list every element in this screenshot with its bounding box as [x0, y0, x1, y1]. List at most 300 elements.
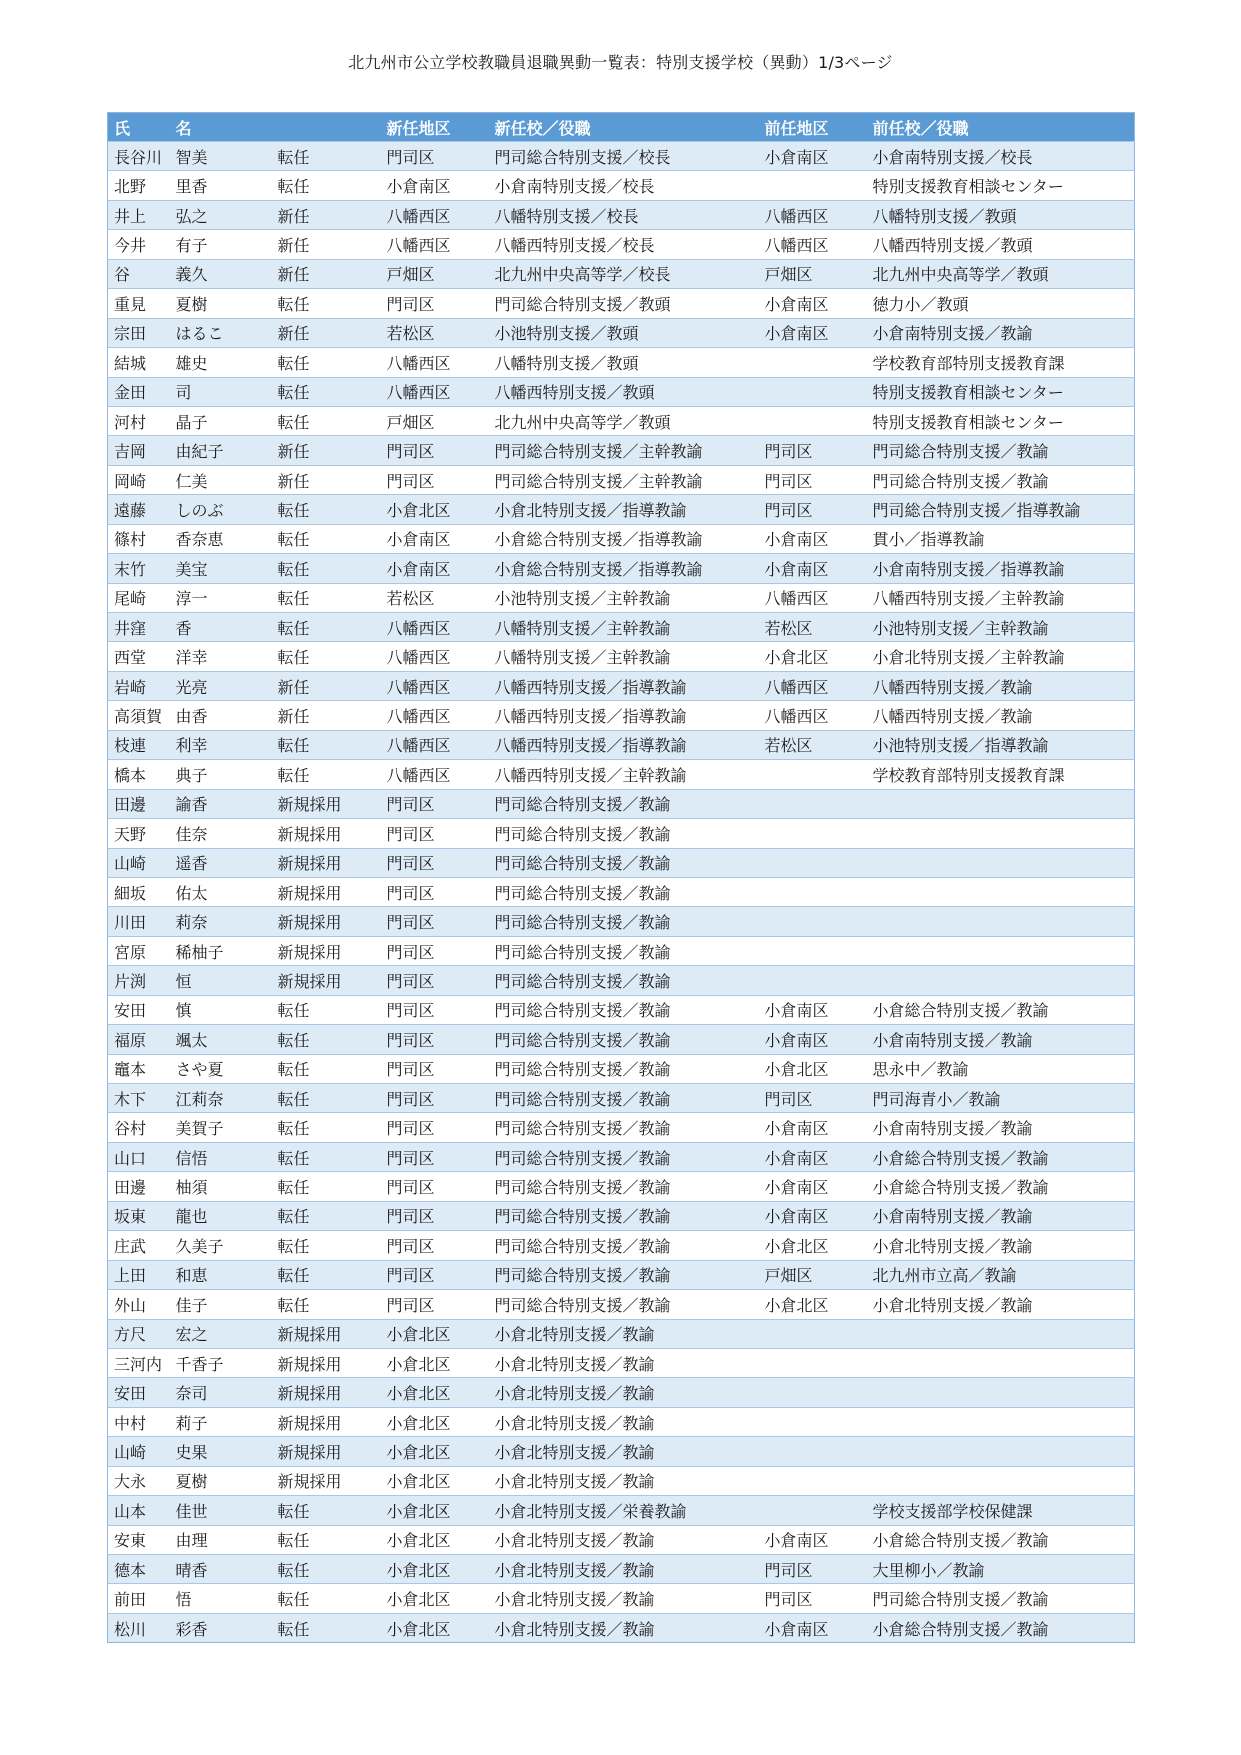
previous-district-cell: 小倉北区 — [759, 1054, 867, 1083]
header-new-district: 新任地区 — [381, 113, 489, 142]
new-post-cell: 門司総合特別支援／教諭 — [489, 907, 759, 936]
new-post-cell: 小倉北特別支援／栄養教諭 — [489, 1496, 759, 1525]
given-name-cell: 莉奈 — [170, 907, 272, 936]
previous-post-cell: 思永中／教諭 — [867, 1054, 1135, 1083]
given-name-cell: 典子 — [170, 760, 272, 789]
new-district-cell: 門司区 — [381, 1260, 489, 1289]
new-district-cell: 門司区 — [381, 848, 489, 877]
transfer-type-cell: 転任 — [272, 1496, 381, 1525]
transfer-type-cell: 新任 — [272, 436, 381, 465]
new-district-cell: 門司区 — [381, 1084, 489, 1113]
new-post-cell: 門司総合特別支援／教諭 — [489, 1113, 759, 1142]
new-district-cell: 小倉南区 — [381, 554, 489, 583]
transfer-type-cell: 新規採用 — [272, 1348, 381, 1377]
new-district-cell: 小倉南区 — [381, 171, 489, 200]
previous-district-cell: 門司区 — [759, 495, 867, 524]
given-name-cell: 諭香 — [170, 789, 272, 818]
new-district-cell: 門司区 — [381, 142, 489, 171]
table-row — [108, 583, 1135, 612]
previous-district-cell: 小倉南区 — [759, 1613, 867, 1642]
new-district-cell: 若松区 — [381, 318, 489, 347]
previous-post-cell: 特別支援教育相談センター — [867, 406, 1135, 435]
previous-post-cell — [867, 819, 1135, 848]
new-post-cell: 門司総合特別支援／教頭 — [489, 289, 759, 318]
family-name-cell: 木下 — [108, 1084, 170, 1113]
given-name-cell: 由理 — [170, 1525, 272, 1554]
transfer-type-cell: 転任 — [272, 995, 381, 1024]
previous-district-cell — [759, 377, 867, 406]
table-row — [108, 554, 1135, 583]
family-name-cell: 方尺 — [108, 1319, 170, 1348]
previous-post-cell: 小倉北特別支援／主幹教諭 — [867, 642, 1135, 671]
family-name-cell: 片渕 — [108, 966, 170, 995]
previous-district-cell — [759, 1466, 867, 1495]
new-district-cell: 小倉北区 — [381, 1584, 489, 1613]
family-name-cell: 安田 — [108, 1378, 170, 1407]
table-row — [108, 789, 1135, 818]
transfer-type-cell: 新任 — [272, 701, 381, 730]
previous-district-cell: 若松区 — [759, 613, 867, 642]
new-post-cell: 門司総合特別支援／教諭 — [489, 1084, 759, 1113]
given-name-cell: 信悟 — [170, 1142, 272, 1171]
previous-district-cell: 小倉北区 — [759, 1290, 867, 1319]
transfer-type-cell: 新任 — [272, 200, 381, 229]
transfer-type-cell: 転任 — [272, 730, 381, 759]
new-post-cell: 門司総合特別支援／教諭 — [489, 1054, 759, 1083]
family-name-cell: 細坂 — [108, 877, 170, 906]
table-row — [108, 406, 1135, 435]
previous-post-cell — [867, 966, 1135, 995]
previous-post-cell: 門司総合特別支援／教諭 — [867, 465, 1135, 494]
table-row — [108, 1290, 1135, 1319]
table-row — [108, 848, 1135, 877]
family-name-cell: 末竹 — [108, 554, 170, 583]
header-family-name: 氏 — [108, 113, 170, 142]
previous-post-cell: 北九州市立高／教諭 — [867, 1260, 1135, 1289]
new-district-cell: 小倉北区 — [381, 1613, 489, 1642]
table-row — [108, 907, 1135, 936]
given-name-cell: 奈司 — [170, 1378, 272, 1407]
previous-district-cell: 小倉南区 — [759, 1525, 867, 1554]
previous-post-cell: 小倉南特別支援／教諭 — [867, 1201, 1135, 1230]
table-row — [108, 1348, 1135, 1377]
family-name-cell: 谷 — [108, 259, 170, 288]
given-name-cell: 利幸 — [170, 730, 272, 759]
new-post-cell: 北九州中央高等学／校長 — [489, 259, 759, 288]
family-name-cell: 井上 — [108, 200, 170, 229]
table-row — [108, 171, 1135, 200]
previous-district-cell: 小倉南区 — [759, 1025, 867, 1054]
table-row — [108, 1555, 1135, 1584]
table-row — [108, 613, 1135, 642]
transfer-type-cell: 転任 — [272, 642, 381, 671]
transfer-type-cell: 転任 — [272, 1525, 381, 1554]
given-name-cell: 恒 — [170, 966, 272, 995]
previous-district-cell: 小倉南区 — [759, 1172, 867, 1201]
new-post-cell: 小倉北特別支援／教諭 — [489, 1378, 759, 1407]
table-row — [108, 1201, 1135, 1230]
table-row — [108, 1584, 1135, 1613]
previous-post-cell: 八幡西特別支援／教諭 — [867, 701, 1135, 730]
table-row — [108, 1172, 1135, 1201]
table-row — [108, 230, 1135, 259]
given-name-cell: 和恵 — [170, 1260, 272, 1289]
new-post-cell: 小倉総合特別支援／指導教諭 — [489, 524, 759, 553]
new-post-cell: 八幡西特別支援／主幹教諭 — [489, 760, 759, 789]
previous-district-cell: 門司区 — [759, 1555, 867, 1584]
given-name-cell: さや夏 — [170, 1054, 272, 1083]
given-name-cell: 彩香 — [170, 1613, 272, 1642]
new-post-cell: 北九州中央高等学／教頭 — [489, 406, 759, 435]
family-name-cell: 高須賀 — [108, 701, 170, 730]
new-post-cell: 八幡西特別支援／指導教諭 — [489, 701, 759, 730]
previous-district-cell — [759, 171, 867, 200]
given-name-cell: 晶子 — [170, 406, 272, 435]
new-district-cell: 小倉北区 — [381, 1466, 489, 1495]
new-post-cell: 門司総合特別支援／主幹教諭 — [489, 465, 759, 494]
previous-post-cell: 小倉南特別支援／教諭 — [867, 318, 1135, 347]
previous-district-cell — [759, 1378, 867, 1407]
given-name-cell: 颯太 — [170, 1025, 272, 1054]
previous-post-cell: 八幡西特別支援／主幹教諭 — [867, 583, 1135, 612]
new-post-cell: 小倉北特別支援／教諭 — [489, 1555, 759, 1584]
table-row — [108, 1437, 1135, 1466]
table-row — [108, 730, 1135, 759]
family-name-cell: 北野 — [108, 171, 170, 200]
previous-district-cell: 小倉南区 — [759, 1201, 867, 1230]
previous-district-cell — [759, 760, 867, 789]
previous-district-cell — [759, 1437, 867, 1466]
new-district-cell: 戸畑区 — [381, 406, 489, 435]
previous-post-cell: 学校支援部学校保健課 — [867, 1496, 1135, 1525]
previous-post-cell: 門司総合特別支援／指導教諭 — [867, 495, 1135, 524]
family-name-cell: 遠藤 — [108, 495, 170, 524]
family-name-cell: 重見 — [108, 289, 170, 318]
new-post-cell: 小倉南特別支援／校長 — [489, 171, 759, 200]
new-post-cell: 小倉北特別支援／教諭 — [489, 1348, 759, 1377]
table-row — [108, 642, 1135, 671]
new-district-cell: 八幡西区 — [381, 701, 489, 730]
transfer-type-cell: 新任 — [272, 465, 381, 494]
new-district-cell: 小倉北区 — [381, 1437, 489, 1466]
family-name-cell: 岩崎 — [108, 671, 170, 700]
new-district-cell: 小倉北区 — [381, 1525, 489, 1554]
new-post-cell: 門司総合特別支援／教諭 — [489, 848, 759, 877]
new-district-cell: 門司区 — [381, 1142, 489, 1171]
new-district-cell: 門司区 — [381, 1113, 489, 1142]
given-name-cell: 宏之 — [170, 1319, 272, 1348]
previous-district-cell: 小倉北区 — [759, 1231, 867, 1260]
table-row — [108, 877, 1135, 906]
previous-district-cell — [759, 848, 867, 877]
previous-district-cell: 八幡西区 — [759, 671, 867, 700]
table-row — [108, 701, 1135, 730]
previous-post-cell: 八幡西特別支援／教諭 — [867, 671, 1135, 700]
new-post-cell: 門司総合特別支援／教諭 — [489, 936, 759, 965]
transfer-type-cell: 転任 — [272, 1201, 381, 1230]
new-post-cell: 小倉北特別支援／教諭 — [489, 1319, 759, 1348]
given-name-cell: 佳奈 — [170, 819, 272, 848]
previous-post-cell: 門司総合特別支援／教諭 — [867, 1584, 1135, 1613]
previous-post-cell — [867, 1348, 1135, 1377]
table-row — [108, 1054, 1135, 1083]
new-district-cell: 門司区 — [381, 289, 489, 318]
given-name-cell: 佑太 — [170, 877, 272, 906]
family-name-cell: 外山 — [108, 1290, 170, 1319]
transfer-type-cell: 新任 — [272, 671, 381, 700]
previous-district-cell: 戸畑区 — [759, 1260, 867, 1289]
previous-district-cell — [759, 406, 867, 435]
family-name-cell: 竈本 — [108, 1054, 170, 1083]
transfer-type-cell: 新規採用 — [272, 819, 381, 848]
previous-post-cell: 小倉南特別支援／校長 — [867, 142, 1135, 171]
family-name-cell: 長谷川 — [108, 142, 170, 171]
new-post-cell: 門司総合特別支援／教諭 — [489, 819, 759, 848]
transfer-type-cell: 転任 — [272, 1142, 381, 1171]
table-row — [108, 1231, 1135, 1260]
new-district-cell: 八幡西区 — [381, 760, 489, 789]
previous-post-cell — [867, 1407, 1135, 1436]
table-row — [108, 348, 1135, 377]
previous-post-cell — [867, 1319, 1135, 1348]
new-district-cell: 門司区 — [381, 1054, 489, 1083]
transfer-type-cell: 新規採用 — [272, 1466, 381, 1495]
family-name-cell: 福原 — [108, 1025, 170, 1054]
given-name-cell: 智美 — [170, 142, 272, 171]
given-name-cell: 由香 — [170, 701, 272, 730]
given-name-cell: 仁美 — [170, 465, 272, 494]
family-name-cell: 岡崎 — [108, 465, 170, 494]
table-row — [108, 200, 1135, 229]
table-row — [108, 1613, 1135, 1642]
transfer-type-cell: 新規採用 — [272, 936, 381, 965]
new-district-cell: 小倉北区 — [381, 1378, 489, 1407]
new-post-cell: 小倉総合特別支援／指導教諭 — [489, 554, 759, 583]
given-name-cell: 司 — [170, 377, 272, 406]
transfer-type-cell: 転任 — [272, 583, 381, 612]
new-district-cell: 小倉北区 — [381, 1407, 489, 1436]
previous-district-cell: 門司区 — [759, 1584, 867, 1613]
new-post-cell: 門司総合特別支援／主幹教諭 — [489, 436, 759, 465]
new-post-cell: 門司総合特別支援／教諭 — [489, 1172, 759, 1201]
given-name-cell: 美賀子 — [170, 1113, 272, 1142]
new-post-cell: 門司総合特別支援／教諭 — [489, 1231, 759, 1260]
family-name-cell: 上田 — [108, 1260, 170, 1289]
table-row — [108, 524, 1135, 553]
new-post-cell: 門司総合特別支援／教諭 — [489, 995, 759, 1024]
given-name-cell: 千香子 — [170, 1348, 272, 1377]
family-name-cell: 尾崎 — [108, 583, 170, 612]
previous-district-cell — [759, 966, 867, 995]
transfer-type-cell: 転任 — [272, 1113, 381, 1142]
family-name-cell: 吉岡 — [108, 436, 170, 465]
new-post-cell: 八幡特別支援／主幹教諭 — [489, 642, 759, 671]
transfer-type-cell: 転任 — [272, 1231, 381, 1260]
given-name-cell: 弘之 — [170, 200, 272, 229]
family-name-cell: 山崎 — [108, 1437, 170, 1466]
previous-district-cell: 小倉南区 — [759, 142, 867, 171]
table-row — [108, 1466, 1135, 1495]
transfer-type-cell: 転任 — [272, 142, 381, 171]
previous-post-cell — [867, 1437, 1135, 1466]
previous-post-cell: 特別支援教育相談センター — [867, 377, 1135, 406]
transfer-type-cell: 転任 — [272, 1054, 381, 1083]
new-post-cell: 小池特別支援／主幹教諭 — [489, 583, 759, 612]
table-row — [108, 1084, 1135, 1113]
previous-post-cell: 貫小／指導教諭 — [867, 524, 1135, 553]
previous-post-cell: 小池特別支援／指導教諭 — [867, 730, 1135, 759]
given-name-cell: 由紀子 — [170, 436, 272, 465]
previous-district-cell: 小倉南区 — [759, 995, 867, 1024]
given-name-cell: 佳世 — [170, 1496, 272, 1525]
transfer-type-cell: 新規採用 — [272, 907, 381, 936]
family-name-cell: 大永 — [108, 1466, 170, 1495]
new-post-cell: 小倉北特別支援／教諭 — [489, 1437, 759, 1466]
previous-district-cell — [759, 936, 867, 965]
given-name-cell: 久美子 — [170, 1231, 272, 1260]
previous-post-cell: 学校教育部特別支援教育課 — [867, 348, 1135, 377]
table-row — [108, 1525, 1135, 1554]
previous-district-cell: 門司区 — [759, 465, 867, 494]
transfer-type-cell: 新規採用 — [272, 789, 381, 818]
family-name-cell: 宮原 — [108, 936, 170, 965]
new-post-cell: 門司総合特別支援／教諭 — [489, 1201, 759, 1230]
family-name-cell: 山口 — [108, 1142, 170, 1171]
family-name-cell: 德本 — [108, 1555, 170, 1584]
new-district-cell: 門司区 — [381, 1290, 489, 1319]
transfer-type-cell: 新規採用 — [272, 1319, 381, 1348]
header-previous-post: 前任校／役職 — [867, 113, 1135, 142]
family-name-cell: 坂東 — [108, 1201, 170, 1230]
table-body — [108, 142, 1135, 1643]
transfer-type-cell: 転任 — [272, 1613, 381, 1642]
transfer-type-cell: 転任 — [272, 289, 381, 318]
transfer-type-cell: 転任 — [272, 760, 381, 789]
previous-post-cell: 大里柳小／教諭 — [867, 1555, 1135, 1584]
new-post-cell: 八幡特別支援／教頭 — [489, 348, 759, 377]
previous-post-cell: 小倉総合特別支援／教諭 — [867, 1525, 1135, 1554]
new-post-cell: 門司総合特別支援／教諭 — [489, 1142, 759, 1171]
family-name-cell: 田邊 — [108, 789, 170, 818]
page-title: 北九州市公立学校教職員退職異動一覧表：特別支援学校（異動）1/3ページ — [348, 53, 893, 72]
new-district-cell: 八幡西区 — [381, 642, 489, 671]
given-name-cell: 夏樹 — [170, 289, 272, 318]
previous-post-cell — [867, 789, 1135, 818]
new-post-cell: 門司総合特別支援／教諭 — [489, 1290, 759, 1319]
new-district-cell: 小倉北区 — [381, 1348, 489, 1377]
transfer-table — [107, 112, 1135, 1643]
table-row — [108, 966, 1135, 995]
previous-district-cell: 小倉南区 — [759, 318, 867, 347]
new-district-cell: 門司区 — [381, 966, 489, 995]
previous-district-cell — [759, 1319, 867, 1348]
new-district-cell: 八幡西区 — [381, 671, 489, 700]
table-row — [108, 436, 1135, 465]
new-post-cell: 門司総合特別支援／教諭 — [489, 966, 759, 995]
previous-post-cell: 小倉北特別支援／教諭 — [867, 1231, 1135, 1260]
previous-district-cell: 小倉南区 — [759, 554, 867, 583]
previous-district-cell: 戸畑区 — [759, 259, 867, 288]
given-name-cell: 里香 — [170, 171, 272, 200]
previous-post-cell: 小倉総合特別支援／教諭 — [867, 1142, 1135, 1171]
previous-post-cell: 小倉南特別支援／教諭 — [867, 1025, 1135, 1054]
family-name-cell: 天野 — [108, 819, 170, 848]
table-row — [108, 1260, 1135, 1289]
previous-post-cell: 小倉総合特別支援／教諭 — [867, 995, 1135, 1024]
new-post-cell: 小倉北特別支援／教諭 — [489, 1525, 759, 1554]
table-row — [108, 995, 1135, 1024]
transfer-type-cell: 転任 — [272, 1290, 381, 1319]
given-name-cell: 雄史 — [170, 348, 272, 377]
new-district-cell: 門司区 — [381, 1172, 489, 1201]
family-name-cell: 田邊 — [108, 1172, 170, 1201]
family-name-cell: 川田 — [108, 907, 170, 936]
previous-post-cell — [867, 907, 1135, 936]
table-row — [108, 1407, 1135, 1436]
new-post-cell: 門司総合特別支援／教諭 — [489, 877, 759, 906]
family-name-cell: 安東 — [108, 1525, 170, 1554]
new-district-cell: 八幡西区 — [381, 613, 489, 642]
table-row — [108, 671, 1135, 700]
new-district-cell: 八幡西区 — [381, 230, 489, 259]
previous-district-cell: 門司区 — [759, 1084, 867, 1113]
new-post-cell: 八幡西特別支援／教頭 — [489, 377, 759, 406]
family-name-cell: 山崎 — [108, 848, 170, 877]
previous-district-cell: 小倉南区 — [759, 289, 867, 318]
family-name-cell: 橋本 — [108, 760, 170, 789]
transfer-type-cell: 転任 — [272, 1084, 381, 1113]
previous-post-cell: 小倉南特別支援／指導教諭 — [867, 554, 1135, 583]
previous-post-cell: 八幡特別支援／教頭 — [867, 200, 1135, 229]
new-district-cell: 門司区 — [381, 907, 489, 936]
table-row — [108, 377, 1135, 406]
previous-district-cell — [759, 907, 867, 936]
new-district-cell: 門司区 — [381, 436, 489, 465]
previous-post-cell: 小倉総合特別支援／教諭 — [867, 1613, 1135, 1642]
new-post-cell: 小倉北特別支援／教諭 — [489, 1613, 759, 1642]
table-row — [108, 1319, 1135, 1348]
new-post-cell: 小倉北特別支援／指導教諭 — [489, 495, 759, 524]
transfer-type-cell: 新規採用 — [272, 1378, 381, 1407]
header-previous-district: 前任地区 — [759, 113, 867, 142]
new-post-cell: 小池特別支援／教頭 — [489, 318, 759, 347]
table-row — [108, 1496, 1135, 1525]
previous-post-cell: 特別支援教育相談センター — [867, 171, 1135, 200]
transfer-type-cell: 新規採用 — [272, 848, 381, 877]
new-district-cell: 門司区 — [381, 789, 489, 818]
previous-district-cell: 八幡西区 — [759, 200, 867, 229]
previous-district-cell: 門司区 — [759, 436, 867, 465]
given-name-cell: 有子 — [170, 230, 272, 259]
family-name-cell: 安田 — [108, 995, 170, 1024]
transfer-type-cell: 転任 — [272, 613, 381, 642]
family-name-cell: 金田 — [108, 377, 170, 406]
family-name-cell: 中村 — [108, 1407, 170, 1436]
previous-district-cell: 八幡西区 — [759, 583, 867, 612]
table-row — [108, 1142, 1135, 1171]
previous-post-cell — [867, 877, 1135, 906]
given-name-cell: 夏樹 — [170, 1466, 272, 1495]
given-name-cell: 悟 — [170, 1584, 272, 1613]
table-row — [108, 142, 1135, 171]
table-row — [108, 318, 1135, 347]
previous-post-cell: 小倉南特別支援／教諭 — [867, 1113, 1135, 1142]
transfer-type-cell: 転任 — [272, 171, 381, 200]
header-new-post: 新任校／役職 — [489, 113, 759, 142]
previous-post-cell: 門司総合特別支援／教諭 — [867, 436, 1135, 465]
previous-district-cell: 若松区 — [759, 730, 867, 759]
given-name-cell: 遥香 — [170, 848, 272, 877]
